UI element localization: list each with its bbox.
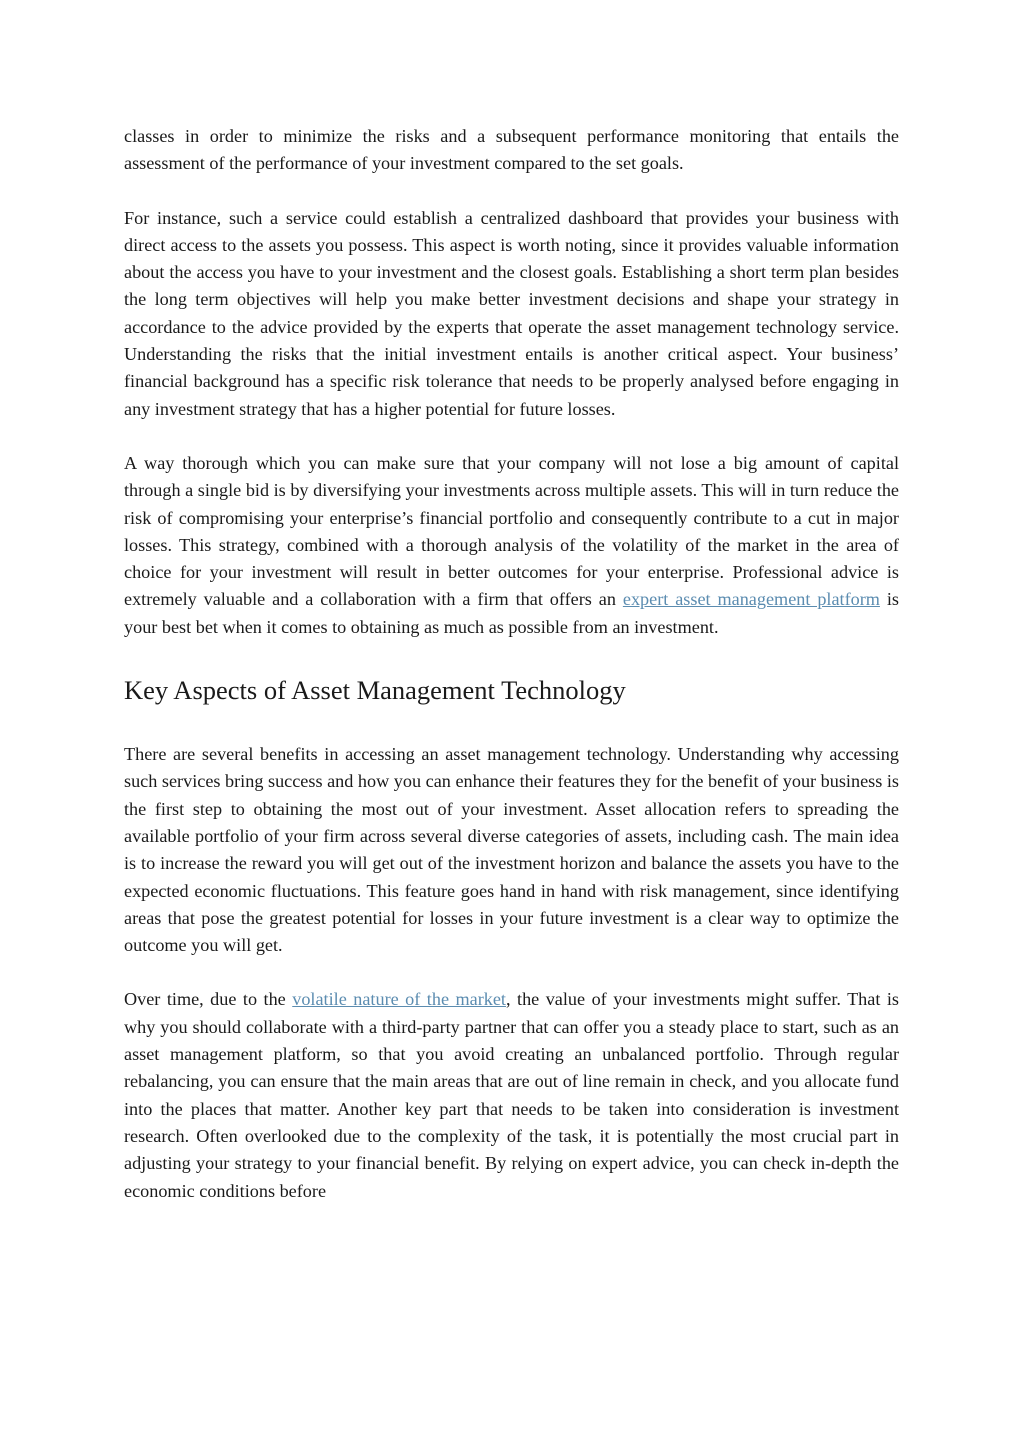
paragraph-diversifying <box>124 450 899 641</box>
paragraph-volatility-text-end: , the value of your investments might suffer. That is why you should collaborate with a third-party partner that can offer you a steady place to start, such as an asset management platform, so that you avoid creating an unbalanced portfolio. Through regular rebalancing, you can ensure that the main areas that are out of line remain in check, and you allocate fund into the places that matter. Another key part that needs to be taken into consideration is investment research. Often overlooked due to the complexity of the task, it is potentially the most crucial part in adjusting your strategy to your financial benefit. By relying on expert advice, you can check in-depth the economic conditions before <box>124 989 900 1201</box>
volatile-nature-of-the-market-link[interactable]: volatile nature of the market <box>292 989 506 1010</box>
paragraph-diversifying-text-start: A way thorough which you can make sure that your company will not lose a big amount of capital through a single bid is by diversifying your investments across multiple assets. This will in turn reduce the risk of compromising your enterprise’s financial portfolio and consequently contribute to a cut in major losses. This strategy, combined with a thorough analysis of the volatility of the market in the area of choice for your investment will result in better outcomes for your enterprise. Professional advice is extremely valuable and a collaboration with a firm that offers an <box>124 452 899 610</box>
paragraph-monitoring: classes in order to minimize the risks and a subsequent performance monitoring that entails the assessment of the performance of your investment compared to the set goals. <box>124 126 899 174</box>
paragraph-diversifying-text-end: is your best bet when it comes to obtaining as much as possible from an investment. <box>124 589 899 637</box>
paragraph-dashboard: For instance, such a service could establish a centralized dashboard that provides your business with direct access to the assets you possess. This aspect is worth noting, since it provides valuable information about the access you have to your investment and the closest goals. Establishing a short term plan besides the long term objectives will help you make better investment decisions and shape your strategy in accordance to the advice provided by the experts that operate the asset management technology service. Understanding the risks that the initial investment entails is another critical aspect. Your business’ financial background has a specific risk tolerance that needs to be properly analysed before engaging in any investment strategy that has a higher potential for future losses. <box>124 207 899 419</box>
expert-asset-management-platform-link[interactable]: expert asset management platform <box>622 589 880 610</box>
paragraph-volatility-text-start: Over time, due to the <box>124 989 293 1010</box>
paragraph-benefits: There are several benefits in accessing an asset management technology. Understanding why accessing such services bring success and how you can enhance their features they for the benefit of your business is the first step to obtaining the most out of your investment. Asset allocation refers to spreading the available portfolio of your firm across several diverse categories of assets, including cash. The main idea is to increase the reward you will get out of the investment horizon and balance the assets you have to the expected economic fluctuations. This feature goes hand in hand with risk management, since identifying areas that pose the greatest potential for losses in your future investment is a clear way to optimize the outcome you will get. <box>124 744 899 956</box>
document-page <box>124 123 899 1205</box>
paragraph-volatility <box>124 986 899 1204</box>
section-heading: Key Aspects of Asset Management Technology <box>124 675 626 706</box>
